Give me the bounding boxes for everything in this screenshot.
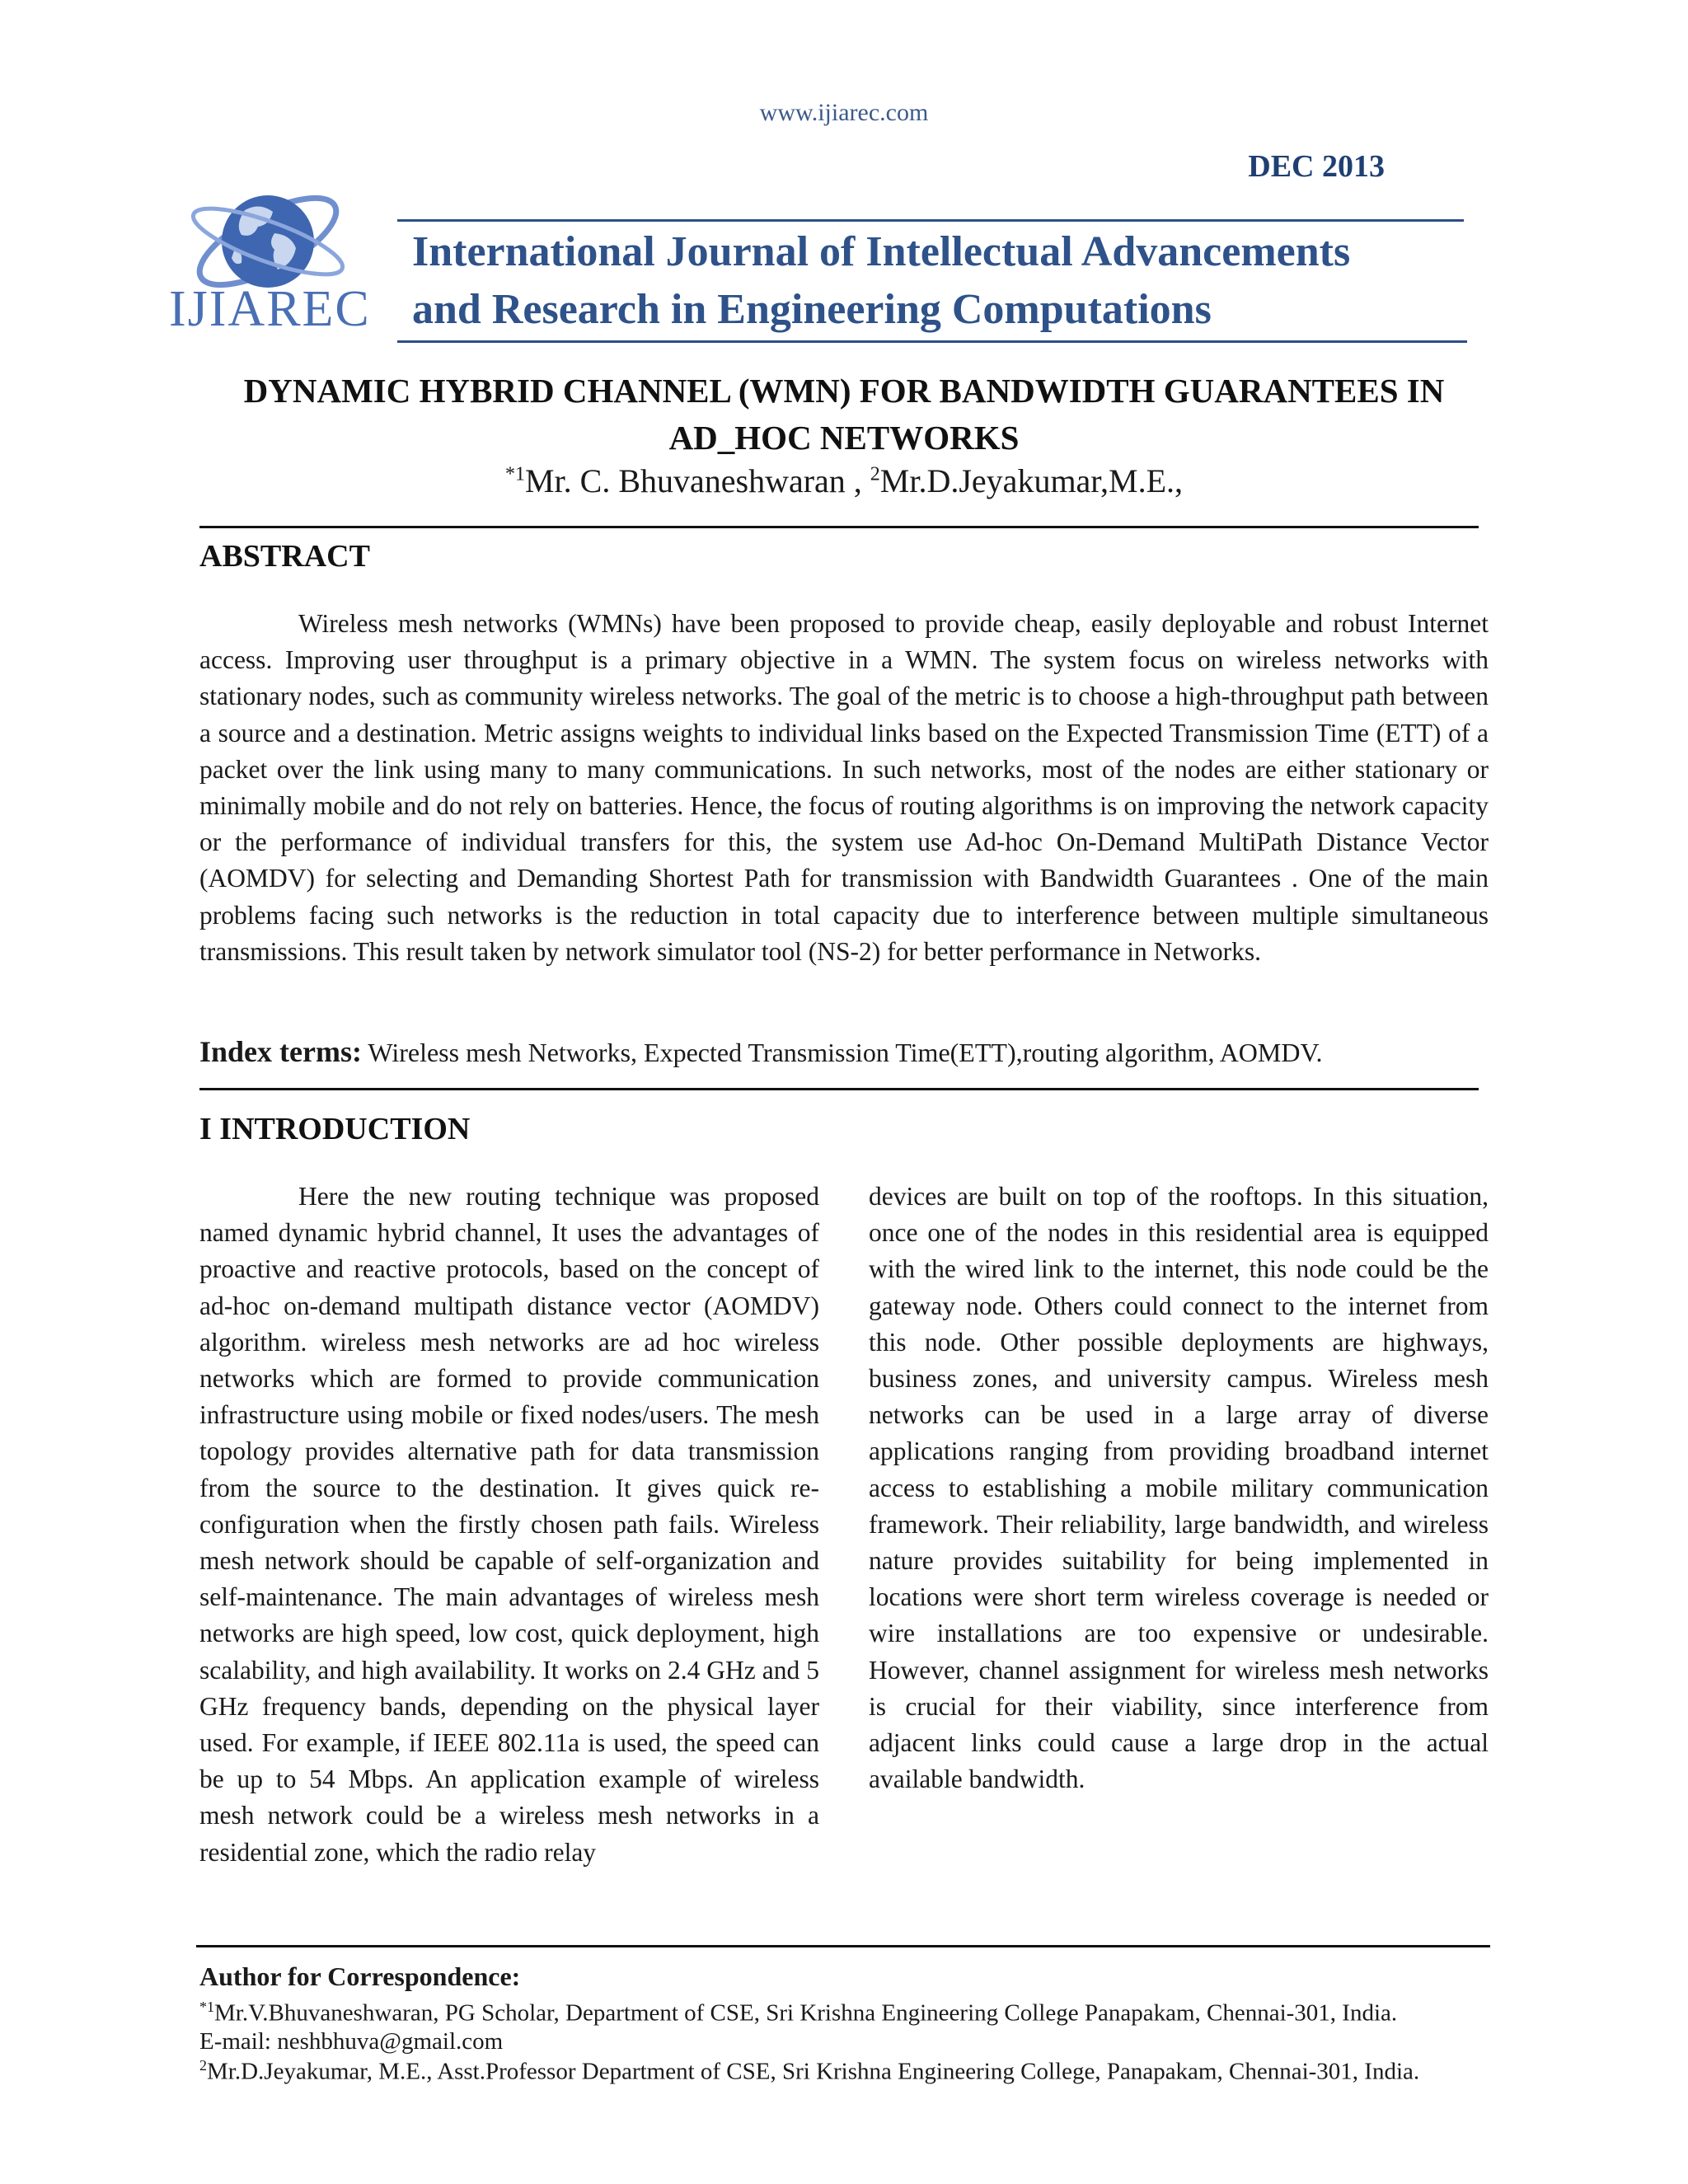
correspondence-author-2-text: Mr.D.Jeyakumar, M.E., Asst.Professor Department of CSE, Sri Krishna Engineering College, Panapakam, Chennai-301, India. (207, 2058, 1420, 2085)
abstract-heading: ABSTRACT (199, 539, 370, 574)
journal-rule-top (397, 219, 1464, 222)
divider (199, 1088, 1479, 1090)
correspondence-mark-1: *1 (199, 1999, 214, 2015)
journal-rule-bottom (397, 340, 1467, 343)
paper-title-line-1: DYNAMIC HYBRID CHANNEL (WMN) FOR BANDWIDTH GUARANTEES IN (243, 372, 1445, 410)
paper-title-line-2: AD_HOC NETWORKS (668, 419, 1020, 457)
author-2: Mr.D.Jeyakumar,M.E., (879, 462, 1184, 499)
correspondence-mark-2: 2 (199, 2057, 207, 2074)
correspondence-heading: Author for Correspondence: (199, 1961, 521, 1991)
logo-wordmark: IJIAREC (169, 281, 371, 337)
journal-website[interactable]: www.ijiarec.com (759, 99, 929, 126)
journal-logo (169, 169, 375, 342)
correspondence-author-2 (199, 2057, 1419, 2086)
author-2-mark: 2 (870, 463, 880, 485)
journal-name-line-1: International Journal of Intellectual Advancements (412, 228, 1351, 275)
footnote-divider (196, 1945, 1490, 1947)
issue-date: DEC 2013 (1248, 149, 1385, 184)
author-1: Mr. C. Bhuvaneshwaran , (524, 462, 870, 499)
journal-name-line-2: and Research in Engineering Computations (412, 286, 1212, 333)
index-terms-label: Index terms: (199, 1035, 362, 1068)
index-terms (199, 1034, 1322, 1069)
author-list (0, 462, 1688, 500)
index-terms-text: Wireless mesh Networks, Expected Transmission Time(ETT),routing algorithm, AOMDV. (361, 1038, 1323, 1067)
correspondence-author-1-text: Mr.V.Bhuvaneshwaran, PG Scholar, Department of CSE, Sri Krishna Engineering College Panapakam, Chennai-301, India. (214, 1999, 1398, 2027)
introduction-heading: I INTRODUCTION (199, 1112, 471, 1146)
introduction-column-right: devices are built on top of the rooftops. In this situation, once one of the nodes in this residential area is equipped with the wired link to the internet, this node could be the gateway node. Others could connect to the internet from this node. Other possible deployments are highways, business zones, and university campus. Wireless mesh networks can be used in a large array of diverse applications ranging from providing broadband internet access to establishing a mobile military communication framework. Their reliability, large bandwidth, and wireless nature provides suitability for being implemented in locations were short term wireless coverage is needed or wire installations are too expensive or undesirable. However, channel assignment for wireless mesh networks is crucial for their viability, since interference from adjacent links could cause a large drop in the actual available bandwidth. (869, 1182, 1489, 1794)
correspondence-email[interactable]: E-mail: neshbhuva@gmail.com (199, 2028, 504, 2055)
author-1-mark: *1 (504, 463, 525, 485)
divider (199, 526, 1479, 528)
correspondence-author-1 (199, 1999, 1397, 2027)
introduction-column-left: Here the new routing technique was proposed named dynamic hybrid channel, It uses the advantages of proactive and reactive protocols, based on the concept of ad-hoc on-demand multipath distance vector (AOMDV) algorithm. wireless mesh networks are ad hoc wireless networks which are formed to provide communication infrastructure using mobile or fixed nodes/users. The mesh topology provides alternative path for data transmission from the source to the destination. It gives quick re-configuration when the firstly chosen path fails. Wireless mesh network should be capable of self-organization and self-maintenance. The main advantages of wireless mesh networks are high speed, low cost, quick deployment, high scalability, and high availability. It works on 2.4 GHz and 5 GHz frequency bands, depending on the physical layer used. For example, if IEEE 802.11a is used, the speed can be up to 54 Mbps. An application example of wireless mesh network could be a wireless mesh networks in a residential zone, which the radio relay (199, 1182, 819, 1867)
abstract-text: Wireless mesh networks (WMNs) have been proposed to provide cheap, easily deployable and robust Internet access. Improving user throughput is a primary objective in a WMN. The system focus on wireless networks with stationary nodes, such as community wireless networks. The goal of the metric is to choose a high-throughput path between a source and a destination. Metric assigns weights to individual links based on the Expected Transmission Time (ETT) of a packet over the link using many to many communications. In such networks, most of the nodes are either stationary or minimally mobile and do not rely on batteries. Hence, the focus of routing algorithms is on improving the network capacity or the performance of individual transfers for this, the system use Ad-hoc On-Demand MultiPath Distance Vector (AOMDV) for selecting and Demanding Shortest Path for transmission with Bandwidth Guarantees . One of the main problems facing such networks is the reduction in total capacity due to interference between multiple simultaneous transmissions. This result taken by network simulator tool (NS-2) for better performance in Networks. (199, 609, 1489, 966)
